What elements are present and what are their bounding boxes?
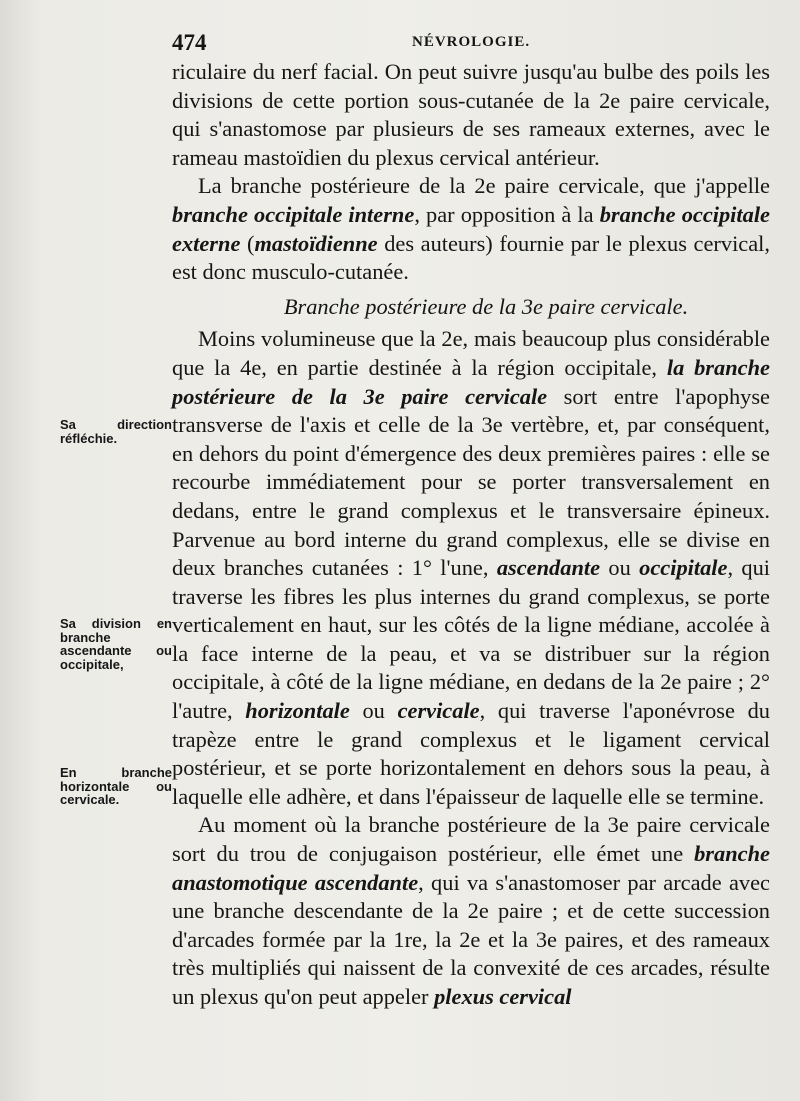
margin-note-division: Sa division en branche ascendante ou occipitale, bbox=[60, 616, 172, 672]
p3-text-e: ou bbox=[600, 555, 640, 581]
p4-term-anastomotique: branche anastomotique ascendante bbox=[172, 841, 770, 895]
page-number: 474 bbox=[172, 30, 207, 55]
p2-text-a: La branche postérieure de la 2e paire cervicale, que j'appelle bbox=[198, 173, 770, 199]
p2-text-g: des auteurs) fournie par le plexus cervical, est donc musculo-cutanée. bbox=[172, 230, 770, 285]
paragraph-2 bbox=[172, 172, 770, 286]
p3-text-c: sort entre l'apophyse transverse de l'axis et celle de la 3e vertèbre, et, par conséquent, en dehors du point d'émergence des deux premières paires : elle se recourbe immédiatement pour se porter transversalement en dedans, entre le grand complexus et le transversaire épineux. Parvenue au bord interne du grand complexus, elle se divise en deux branches cutanées : 1° l'une, bbox=[172, 383, 770, 581]
p2-term-occipitale-interne: branche occipitale interne bbox=[172, 201, 415, 227]
p3-text-g: , qui traverse les fibres les plus internes du grand complexus, se porte verticalement en haut, sur les côtés de la ligne médiane, accolée à la face interne de la peau, et va se distribuer sur la région occipitale, à côté de la ligne médiane, en dedans de la 2e paire ; 2° l'autre, bbox=[172, 555, 771, 724]
p2-term-occipitale-externe: branche occipitale externe bbox=[172, 201, 770, 256]
p3-text-a: Moins volumineuse que la 2e, mais beaucoup plus considérable que la 4e, en partie destinée à la région occipitale, bbox=[172, 326, 770, 380]
p3-term-ascendante: ascendante bbox=[496, 555, 601, 581]
p4-text-c: , qui va s'anastomoser par arcade avec une branche descendante de la 2e paire ; et de cette succession d'arcades formée par la 1re, la 2e et la 3e paires, et des rameaux très multipliés qui naissent de la convexité de ces arcades, résulte un plexus qu'on peut appeler bbox=[172, 869, 770, 1009]
margin-note-horizontale: En branche horizontale ou cervicale. bbox=[60, 765, 172, 807]
p3-text-k: , qui traverse l'aponévrose du trapèze entre le grand complexus et le ligament cervical postérieur, et se porte horizontalement en dehors sous la peau, à laquelle elle adhère, et dans l'épaisseur de laquelle elle se termine. bbox=[172, 698, 770, 809]
p3-term-horizontale: horizontale bbox=[245, 698, 350, 724]
margin-note-direction: Sa direction réfléchie. bbox=[60, 417, 172, 446]
body-text bbox=[172, 58, 770, 1012]
page-header bbox=[172, 30, 762, 60]
p2-text-c: , par opposition à la bbox=[414, 201, 600, 227]
p3-term-occipitale: occipitale bbox=[639, 555, 728, 581]
section-title: Branche postérieure de la 3e paire cervicale. bbox=[283, 293, 689, 319]
p4-term-plexus-cervical: plexus cervical bbox=[434, 984, 572, 1009]
paragraph-4 bbox=[172, 811, 770, 1011]
running-head: NÉVROLOGIE. bbox=[412, 34, 531, 50]
p2-term-mastoidienne: mastoïdienne bbox=[254, 230, 378, 256]
paragraph-3 bbox=[172, 325, 770, 811]
p3-term-branche-posterieure: la branche postérieure de la 3e paire cervicale bbox=[172, 354, 770, 409]
paragraph-1: riculaire du nerf facial. On peut suivre jusqu'au bulbe des poils les divisions de cette portion sous-cutanée de la 2e paire cervicale, qui s'anastomose par plusieurs de ses rameaux externes, avec le rameau mastoïdien du plexus cervical antérieur. bbox=[172, 59, 770, 170]
p4-text-a: Au moment où la branche postérieure de la 3e paire cervicale sort du trou de conjugaison postérieur, elle émet une bbox=[172, 812, 770, 867]
p2-text-e: ( bbox=[240, 230, 255, 256]
p3-text-i: ou bbox=[349, 698, 398, 724]
p3-term-cervicale: cervicale bbox=[397, 698, 480, 724]
